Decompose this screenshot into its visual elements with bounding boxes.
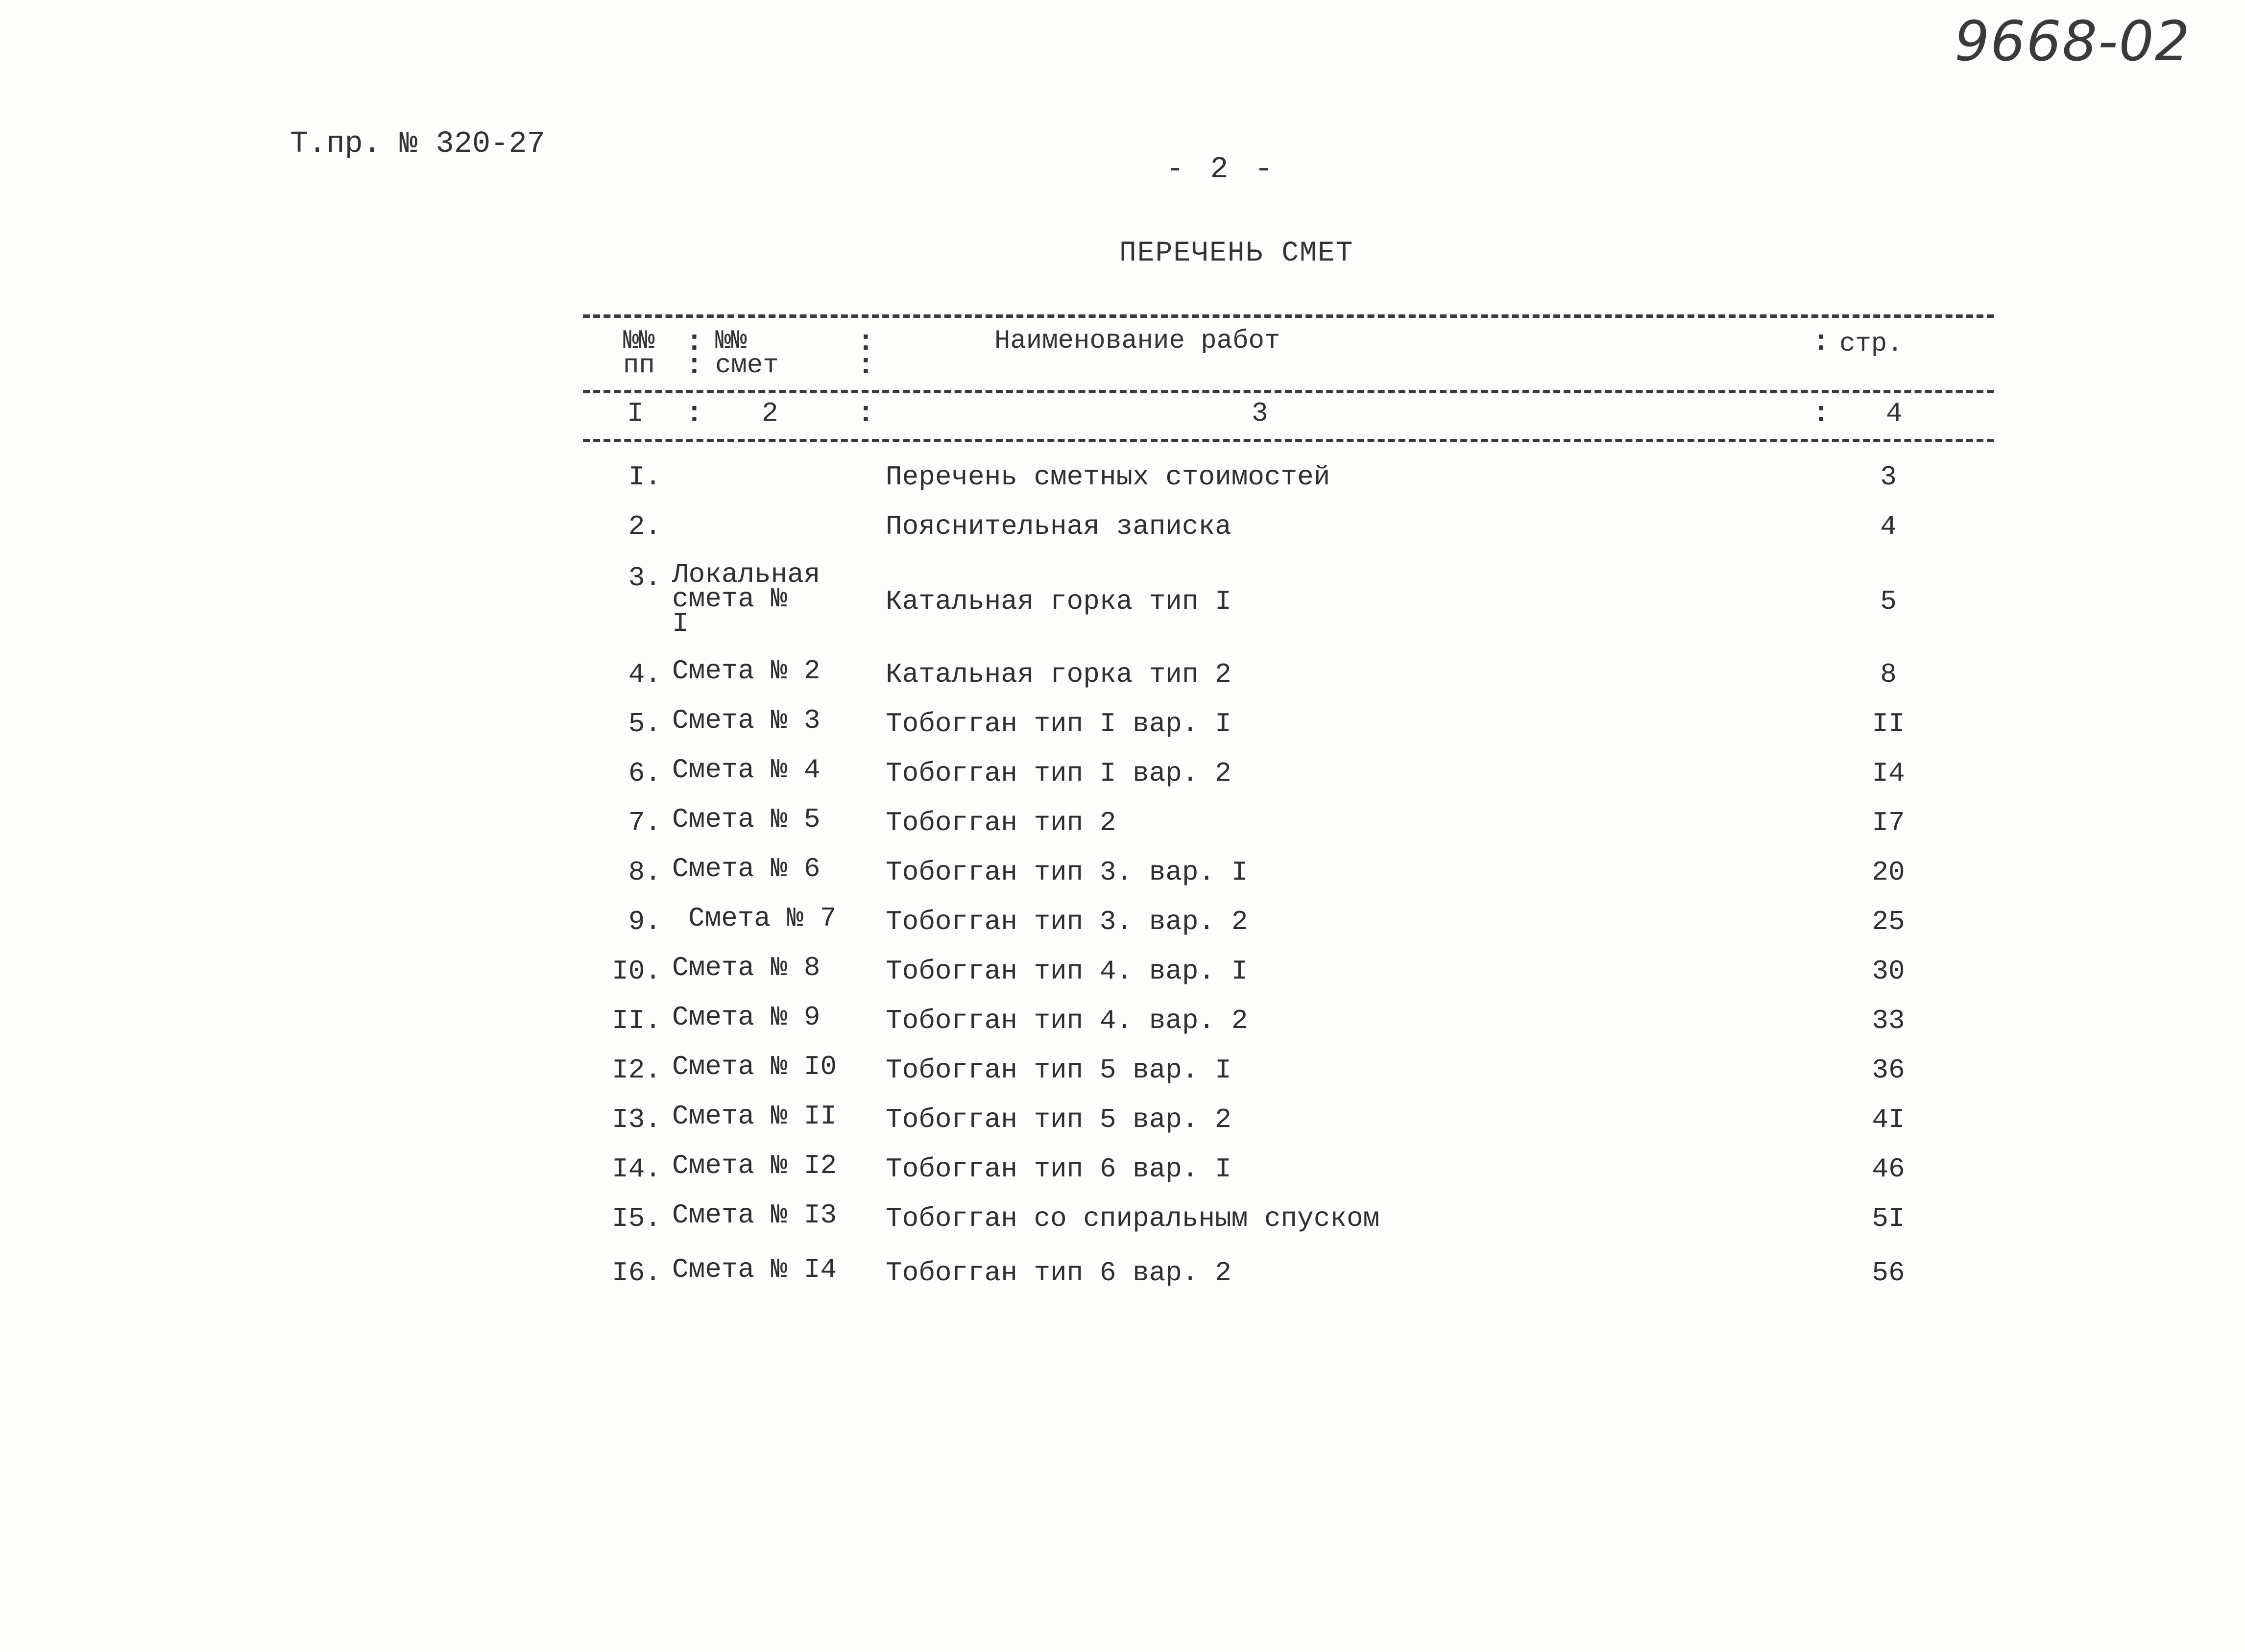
column-separator: :	[686, 398, 703, 430]
row-page: 56	[1872, 1257, 1905, 1289]
row-estimate: Смета № 4	[672, 754, 821, 786]
header-separator: :	[1812, 327, 1830, 359]
column-number-rule	[583, 439, 1994, 442]
page-title: ПЕРЕЧЕНЬ СМЕТ	[1119, 238, 1354, 269]
header-separator-rule	[583, 390, 1994, 393]
row-estimate: Смета № II	[672, 1101, 837, 1132]
row-page: 3	[1880, 461, 1897, 493]
row-work-name: Тобогган тип 4. вар. 2	[886, 1005, 1248, 1036]
row-page: 33	[1872, 1005, 1905, 1036]
table-row	[0, 1051, 2245, 1099]
table-row	[0, 1101, 2245, 1148]
header-col2: №№ смет	[715, 326, 779, 381]
row-work-name: Тобогган тип 6 вар. 2	[886, 1257, 1231, 1289]
archive-number: 9668-02	[1955, 10, 2191, 73]
column-separator: :	[857, 398, 874, 430]
row-work-name: Тобогган тип 3. вар. I	[886, 857, 1248, 888]
table-top-rule	[583, 314, 1994, 318]
row-work-name: Катальная горка тип 2	[886, 659, 1231, 690]
table-row	[0, 461, 2245, 505]
header-separator: : :	[857, 327, 874, 382]
table-row	[0, 1150, 2245, 1197]
row-estimate: Смета № 7	[688, 903, 837, 934]
row-work-name: Тобогган тип 4. вар. I	[886, 956, 1248, 987]
column-number-4: 4	[1886, 398, 1903, 429]
row-number: I3.	[612, 1104, 661, 1135]
row-page: 46	[1872, 1153, 1905, 1185]
row-number: I.	[628, 461, 661, 493]
row-number: I5.	[612, 1203, 661, 1234]
row-number: 8.	[628, 857, 661, 888]
page-number: - 2 -	[1166, 152, 1277, 187]
header-separator: : :	[686, 327, 703, 382]
row-estimate: Смета № 6	[672, 853, 821, 885]
row-page: 8	[1880, 659, 1897, 690]
table-row	[0, 1254, 2245, 1301]
row-number: 4.	[628, 659, 661, 690]
row-estimate: Смета № 9	[672, 1002, 821, 1033]
row-page: 20	[1872, 857, 1905, 888]
header-col3: Наименование работ	[994, 326, 1280, 356]
row-estimate: Смета № I4	[672, 1254, 837, 1285]
row-work-name: Тобогган тип 5 вар. I	[886, 1054, 1231, 1086]
row-number: I0.	[612, 956, 661, 987]
row-number: 7.	[628, 807, 661, 838]
row-number: 2.	[628, 511, 661, 542]
table-row	[0, 655, 2245, 703]
row-estimate: Смета № I0	[672, 1051, 837, 1082]
row-estimate: Локальная смета № I	[672, 559, 821, 639]
table-row	[0, 952, 2245, 1000]
row-page: 36	[1872, 1054, 1905, 1086]
header-col4: стр.	[1839, 329, 1903, 359]
column-number-3: 3	[1252, 398, 1268, 429]
row-work-name: Тобогган тип I вар. I	[886, 708, 1231, 740]
row-work-name: Тобогган тип I вар. 2	[886, 758, 1231, 789]
row-page: II	[1872, 708, 1905, 740]
row-number: I6.	[612, 1257, 661, 1289]
row-estimate: Смета № I2	[672, 1150, 837, 1181]
table-row	[0, 903, 2245, 950]
table-row	[0, 754, 2245, 802]
row-number: 6.	[628, 758, 661, 789]
row-work-name: Тобогган со спиральным спуском	[886, 1203, 1380, 1234]
row-work-name: Пояснительная записка	[886, 511, 1231, 542]
column-number-2: 2	[762, 398, 778, 429]
table-row	[0, 1199, 2245, 1247]
table-row	[0, 853, 2245, 901]
row-page: 5	[1880, 586, 1897, 617]
row-number: 3.	[628, 562, 661, 594]
table-row	[0, 1002, 2245, 1049]
row-page: I7	[1872, 807, 1905, 838]
row-estimate: Смета № I3	[672, 1199, 837, 1231]
row-number: I4.	[612, 1153, 661, 1185]
row-page: 30	[1872, 956, 1905, 987]
table-row	[0, 511, 2245, 555]
row-estimate: Смета № 3	[672, 705, 821, 736]
row-number: II.	[612, 1005, 661, 1036]
row-work-name: Перечень сметных стоимостей	[886, 461, 1330, 493]
table-row	[0, 559, 2245, 639]
row-number: 5.	[628, 708, 661, 740]
row-work-name: Тобогган тип 2	[886, 807, 1116, 838]
row-estimate: Смета № 5	[672, 804, 821, 835]
column-number-1: I	[627, 398, 644, 429]
series-label: Т.пр. № 320-27	[290, 126, 545, 161]
row-page: I4	[1872, 758, 1905, 789]
row-work-name: Тобогган тип 6 вар. I	[886, 1153, 1231, 1185]
row-page: 4	[1880, 511, 1897, 542]
row-work-name: Катальная горка тип I	[886, 586, 1231, 617]
column-separator: :	[1812, 398, 1830, 430]
row-number: I2.	[612, 1054, 661, 1086]
row-work-name: Тобогган тип 3. вар. 2	[886, 906, 1248, 937]
row-work-name: Тобогган тип 5 вар. 2	[886, 1104, 1231, 1135]
table-row	[0, 705, 2245, 752]
row-page: 25	[1872, 906, 1905, 937]
header-col1: №№ пп	[623, 326, 655, 381]
row-page: 5I	[1872, 1203, 1905, 1234]
row-number: 9.	[628, 906, 661, 937]
row-page: 4I	[1872, 1104, 1905, 1135]
row-estimate: Смета № 8	[672, 952, 821, 983]
row-estimate: Смета № 2	[672, 655, 821, 687]
table-row	[0, 804, 2245, 851]
